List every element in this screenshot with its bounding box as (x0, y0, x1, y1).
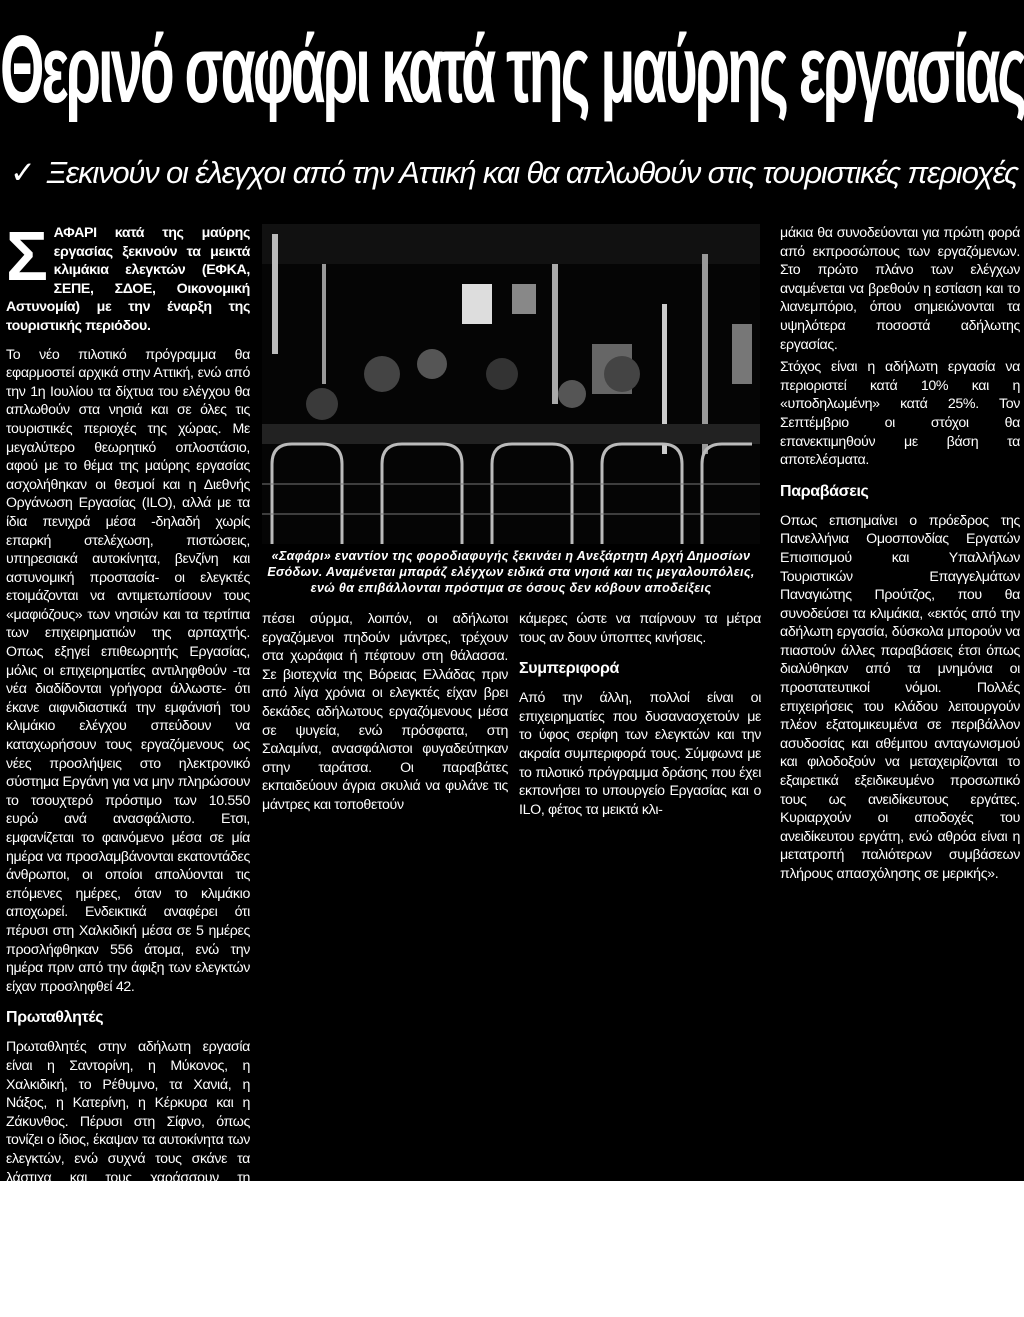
subheadline (0, 140, 1024, 212)
intro-paragraph (6, 217, 250, 336)
body-paragraph: Πρωταθλητές στην αδήλωτη εργασία είναι η Σαντορίνη, η Μύκονος, η Χαλκιδική, το Ρέθυμνο, τα Χανιά, η Νάξος, η Κατερίνη, η Κέρκυρα και η Ζάκυνθος. Πέρυσι στη Σίφνο, όπως τονίζει ο ίδιος, έκαψαν τα αυτοκίνητα των ελεγκτών, ενώ συχνά τους σκάνε τα λάστιχα και τους χαράσσουν τη λαμαρίνα. Τα τελευταία χρόνια, όπου έχουν αγριέψει τα πράγματα, τα κλιμάκια ζητούν τη συνδρομή αστυνομικών, καθώς οι καταστηματάρχες τους κυνηγούν, τους απειλούν με μαχαίρια ή αρνούνται να τους προσκομίσουν τα βιβλία. Μόλις (6, 1039, 250, 1316)
body-paragraph: Οπως επισημαίνει ο πρόεδρος της Πανελλήνια Ομοσπονδίας Εργατών Επισιτισμού και Υπαλλήλων Τουριστικών Επαγγελμάτων Παναγιώτης Προύτζος, που θα συνοδεύσει τα κλιμάκια, «εκτός από την αδήλωτη εργασία, δύσκολα μπορούν να πιαστούν άλλες παραβάσεις έτσι όπως διαλύθηκαν από τα μνημόνια οι προστατευτικοί νόμοι. Πολλές επιχειρήσεις του κλάδου λειτουργούν πλέον εξατομικευμένα σε περιβάλλον ασυδοσίας και αθέμιτου ανταγωνισμού και φιλοδοξούν να μεταχειρίζονται το εξαιρετικά εξειδικευμένο προσωπικό τους ως ανειδίκευτους εργάτες. Κυριαρχούν οι αποδοχές του ανειδίκευτου εργάτη, ενώ αθρόα είναι η μετατροπή παλιότερων συμβάσεων πλήρους απασχόλησης σε μερικής». (780, 512, 1020, 882)
body-paragraph: Από την άλλη, πολλοί είναι οι επιχειρηματίες που δυσανασχετούν με το ύφος σερίφη των ελεγκτών και την ακραία συμπεριφορά τους. Σύμφωνα με το πιλοτικό πρόγραμμα δράσης που έχει εκπονήσει το υπουργείο Εργασίας και ο ILO, φέτος τα μεικτά κλι- (519, 690, 761, 818)
checkmark-icon: ✓ (10, 155, 35, 190)
body-paragraph: κάμερες ώστε να παίρνουν τα μέτρα τους αν δουν ύποπτες κινήσεις. (519, 611, 761, 646)
section-heading: Πρωταθλητές (6, 1009, 104, 1027)
article-column-1 (6, 217, 250, 1317)
body-paragraph: πέσει σύρμα, λοιπόν, οι αδήλωτοι εργαζόμενοι πηδούν μάντρες, τρέχουν στα χωράφια ή πέφτουν στη θάλασσα. Σε βιοτεχνία της Βόρειας Ελλάδας πριν από λίγα χρόνια οι ελεγκτές είχαν βρει δεκάδες αδήλωτους εργαζόμενους μέσα σε ψυγεία, ενώ πρόσφατα, στη Σαλαμίνα, ανασφάλιστοι φυγαδεύτηκαν στην ταράτσα. Οι παραβάτες εκπαιδεύουν άγρια σκυλιά να φυλάνε τις μάντρες και τοποθετούν (262, 611, 508, 813)
article-column-2 (262, 610, 508, 815)
headline: Θερινό σαφάρι κατά της μαύρης εργασίας (0, 0, 1024, 140)
drop-cap: Σ (6, 217, 48, 295)
subheadline-text: Ξεκινούν οι έλεγχοι από την Αττική και θα απλωθούν στις τουριστικές περιοχές (46, 155, 1018, 190)
section-heading: Συμπεριφορά (519, 660, 619, 678)
section-heading: Παραβάσεις (780, 482, 869, 500)
intro-text: ΑΦΑΡΙ κατά της μαύρης εργασίας ξεκινούν τα μεικτά κλιμάκια ελεγκτών (ΕΦΚΑ, ΣΕΠΕ, ΣΔΟΕ, Οικονομική Αστυνομία) με την έναρξη της τουριστικής περιόδου. (6, 225, 250, 334)
crowd-photo-image (262, 224, 760, 544)
body-paragraph: Το νέο πιλοτικό πρόγραμμα θα εφαρμοστεί αρχικά στην Αττική, ενώ από την 1η Ιουλίου τα δίχτυα του ελέγχου θα απλωθούν στα νησιά και σε όλες τις τουριστικές περιοχές της χώρας. Με μεγαλύτερο θεωρητικό οπλοστάσιο, αφού με το θέμα της μαύρης εργασίας ασχολήθηκαν οι θεσμοί και η Διεθνής Οργάνωση Εργασίας (ILO), αλλά με τα ίδια πενιχρά μέσα -δηλαδή χωρίς επαρκή στελέχωση, πιστώσεις, υπηρεσιακά αυτοκίνητα, βενζίνη και αστυνομική προστασία- οι ελεγκτές ετοιμάζονται να αντιμετωπίσουν τους «μαφιόζους» των νησιών και τα τερτίπια των επιχειρηματιών της αρπαχτής. Οπως εξηγεί επιθεωρητής Εργασίας, μόλις οι επιχειρηματίες αντιληφθούν -τα νέα διαδίδονται γρήγορα άλλωστε- ότι έκανε αιφνιδιαστικά την εμφάνισή του κλιμάκιο ελέγχου σπεύδουν να καταχωρήσουν τους εργαζόμενους ως νέες προσλήψεις στο ηλεκτρονικό σύστημα Εργάνη για να μην πληρώσουν το τσουχτερό πρόστιμο των 10.550 ευρώ ανά ανασφάλιστο. Ετσι, εμφανίζεται το φαινόμενο μέσα σε μία ημέρα να προσλαμβάνονται εκατοντάδες άνθρωποι, οι οποίοι απολύονται τις επόμενες ημέρες, όταν το κλιμάκιο αποχωρεί. Ενδεικτικά αναφέρει ότι πέρυσι στη Χαλκιδική μέσα σε 5 ημέρες προσλήφθηκαν 556 άτομα, ενώ την ημέρα πριν από την άφιξη των ελεγκτών είχαν προσληφθεί 42. (6, 346, 250, 995)
body-paragraph: μάκια θα συνοδεύονται για πρώτη φορά από εκπροσώπους των εργαζόμενων. Στο πρώτο πλάνο των ελέγχων αναμένεται να βρεθούν η εστίαση και το λιανεμπόριο, όπου σημειώνονται τα υψηλότερα ποσοστά αδήλωτης εργασίας. (780, 225, 1020, 353)
article-photo (262, 224, 760, 544)
article-column-4 (780, 224, 1020, 884)
photo-caption: «Σαφάρι» εναντίον της φοροδιαφυγής ξεκινάει η Ανεξάρτητη Αρχή Δημοσίων Εσόδων. Αναμένεται μπαράζ ελέγχων ειδικά στα νησιά και τις μεγαλουπόλεις, ενώ θα επιβάλλονται πρόστιμα σε όσους δεν κόβουν αποδείξεις (267, 549, 755, 595)
body-paragraph: Στόχος είναι η αδήλωτη εργασία να περιοριστεί κατά 10% και η «υποδηλωμένη» κατά 25%. Τον Σεπτέμβριο οι στόχοι θα επανεκτιμηθούν με βάση τα αποτελέσματα. (780, 359, 1020, 469)
article-column-3 (519, 610, 761, 819)
